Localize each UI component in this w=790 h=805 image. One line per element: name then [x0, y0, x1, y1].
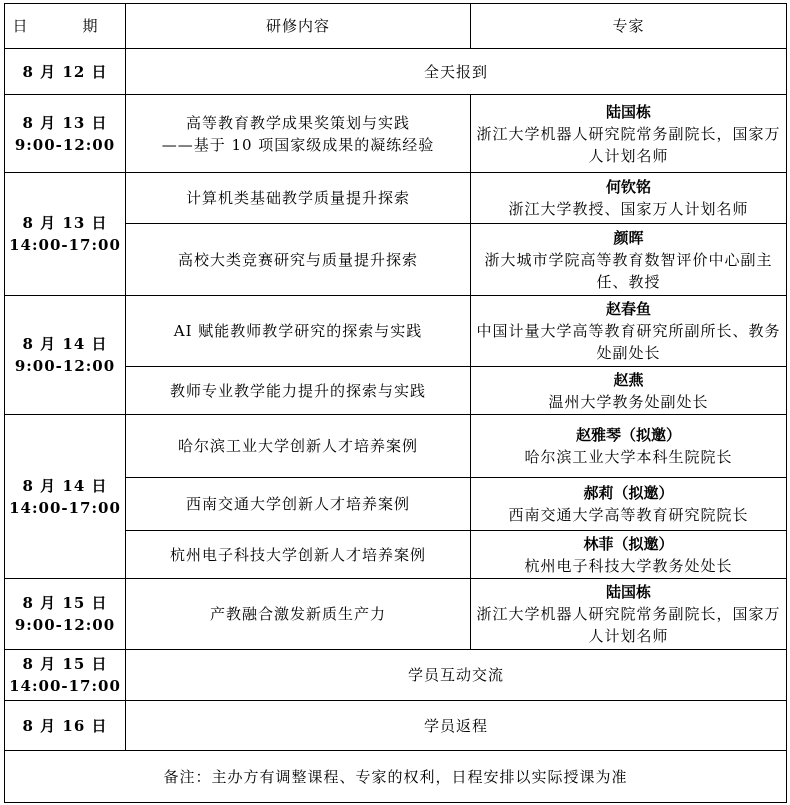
expert-title: 杭州电子科技大学教务处处长 — [524, 556, 733, 575]
table-row — [5, 49, 787, 95]
content-cell: 高等教育教学成果奖策划与实践 ——基于 10 项国家级成果的凝练经验 — [126, 95, 471, 173]
expert-cell — [471, 531, 787, 579]
content-cell: 计算机类基础教学质量提升探索 — [126, 173, 471, 224]
content-cell: 高校大类竞赛研究与质量提升探索 — [126, 224, 471, 296]
table-row — [5, 296, 787, 367]
table-row — [5, 173, 787, 224]
expert-cell — [471, 415, 787, 478]
date-cell: 8 月 12 日 — [5, 49, 126, 95]
full-cell: 全天报到 — [126, 49, 787, 95]
expert-title: 浙江大学机器人研究院常务副院长，国家万人计划名师 — [476, 605, 781, 645]
expert-title: 温州大学教务处副处长 — [548, 392, 709, 411]
date-cell: 8 月 14 日 14:00-17:00 — [5, 415, 126, 579]
full-cell: 学员互动交流 — [126, 650, 787, 701]
expert-title: 哈尔滨工业大学本科生院院长 — [524, 448, 733, 466]
expert-name: 赵燕 — [613, 370, 644, 389]
date-cell: 8 月 15 日 9:00-12:00 — [5, 579, 126, 650]
expert-title: 西南交通大学高等教育研究院院长 — [508, 506, 749, 524]
expert-title: 浙江大学机器人研究院常务副院长，国家万人计划名师 — [476, 124, 781, 165]
table-row — [5, 650, 787, 701]
date-cell: 8 月 14 日 9:00-12:00 — [5, 296, 126, 415]
content-cell: 杭州电子科技大学创新人才培养案例 — [126, 531, 471, 579]
header-content: 研修内容 — [126, 4, 471, 49]
expert-name: 陆国栋 — [605, 102, 651, 121]
expert-cell — [471, 173, 787, 224]
content-cell: 教师专业教学能力提升的探索与实践 — [126, 367, 471, 415]
expert-name: 赵雅琴（拟邀） — [575, 426, 681, 444]
date-cell: 8 月 16 日 — [5, 701, 126, 751]
expert-name: 赵春鱼 — [605, 300, 651, 318]
expert-name: 林菲（拟邀） — [583, 534, 674, 553]
expert-name: 何钦铭 — [605, 178, 651, 196]
table-row — [5, 95, 787, 173]
content-cell: 产教融合激发新质生产力 — [126, 579, 471, 650]
expert-name: 颜晖 — [613, 228, 644, 247]
content-cell: AI 赋能教师教学研究的探索与实践 — [126, 296, 471, 367]
content-cell: 西南交通大学创新人才培养案例 — [126, 478, 471, 531]
header-expert: 专家 — [471, 4, 787, 49]
header-row — [5, 4, 787, 49]
expert-cell — [471, 224, 787, 296]
table-row — [5, 701, 787, 751]
header-date: 日 期 — [5, 4, 126, 49]
note-text: 备注：主办方有调整课程、专家的权利，日程安排以实际授课为准 — [5, 751, 787, 803]
expert-cell — [471, 367, 787, 415]
date-cell: 8 月 13 日 14:00-17:00 — [5, 173, 126, 296]
table-row — [5, 579, 787, 650]
note-row — [5, 751, 787, 803]
expert-cell — [471, 579, 787, 650]
expert-title: 中国计量大学高等教育研究所副所长、教务处副处长 — [476, 322, 781, 362]
expert-cell — [471, 95, 787, 173]
expert-name: 陆国栋 — [605, 583, 651, 601]
date-cell: 8 月 13 日 9:00-12:00 — [5, 95, 126, 173]
expert-title: 浙大城市学院高等教育数智评价中心副主任、教授 — [484, 250, 773, 291]
expert-cell — [471, 478, 787, 531]
full-cell: 学员返程 — [126, 701, 787, 751]
content-cell: 哈尔滨工业大学创新人才培养案例 — [126, 415, 471, 478]
expert-cell — [471, 296, 787, 367]
date-cell: 8 月 15 日 14:00-17:00 — [5, 650, 126, 701]
expert-title: 浙江大学教授、国家万人计划名师 — [508, 200, 749, 218]
expert-name: 郝莉（拟邀） — [583, 484, 674, 502]
schedule-table — [4, 3, 787, 803]
table-row — [5, 415, 787, 478]
